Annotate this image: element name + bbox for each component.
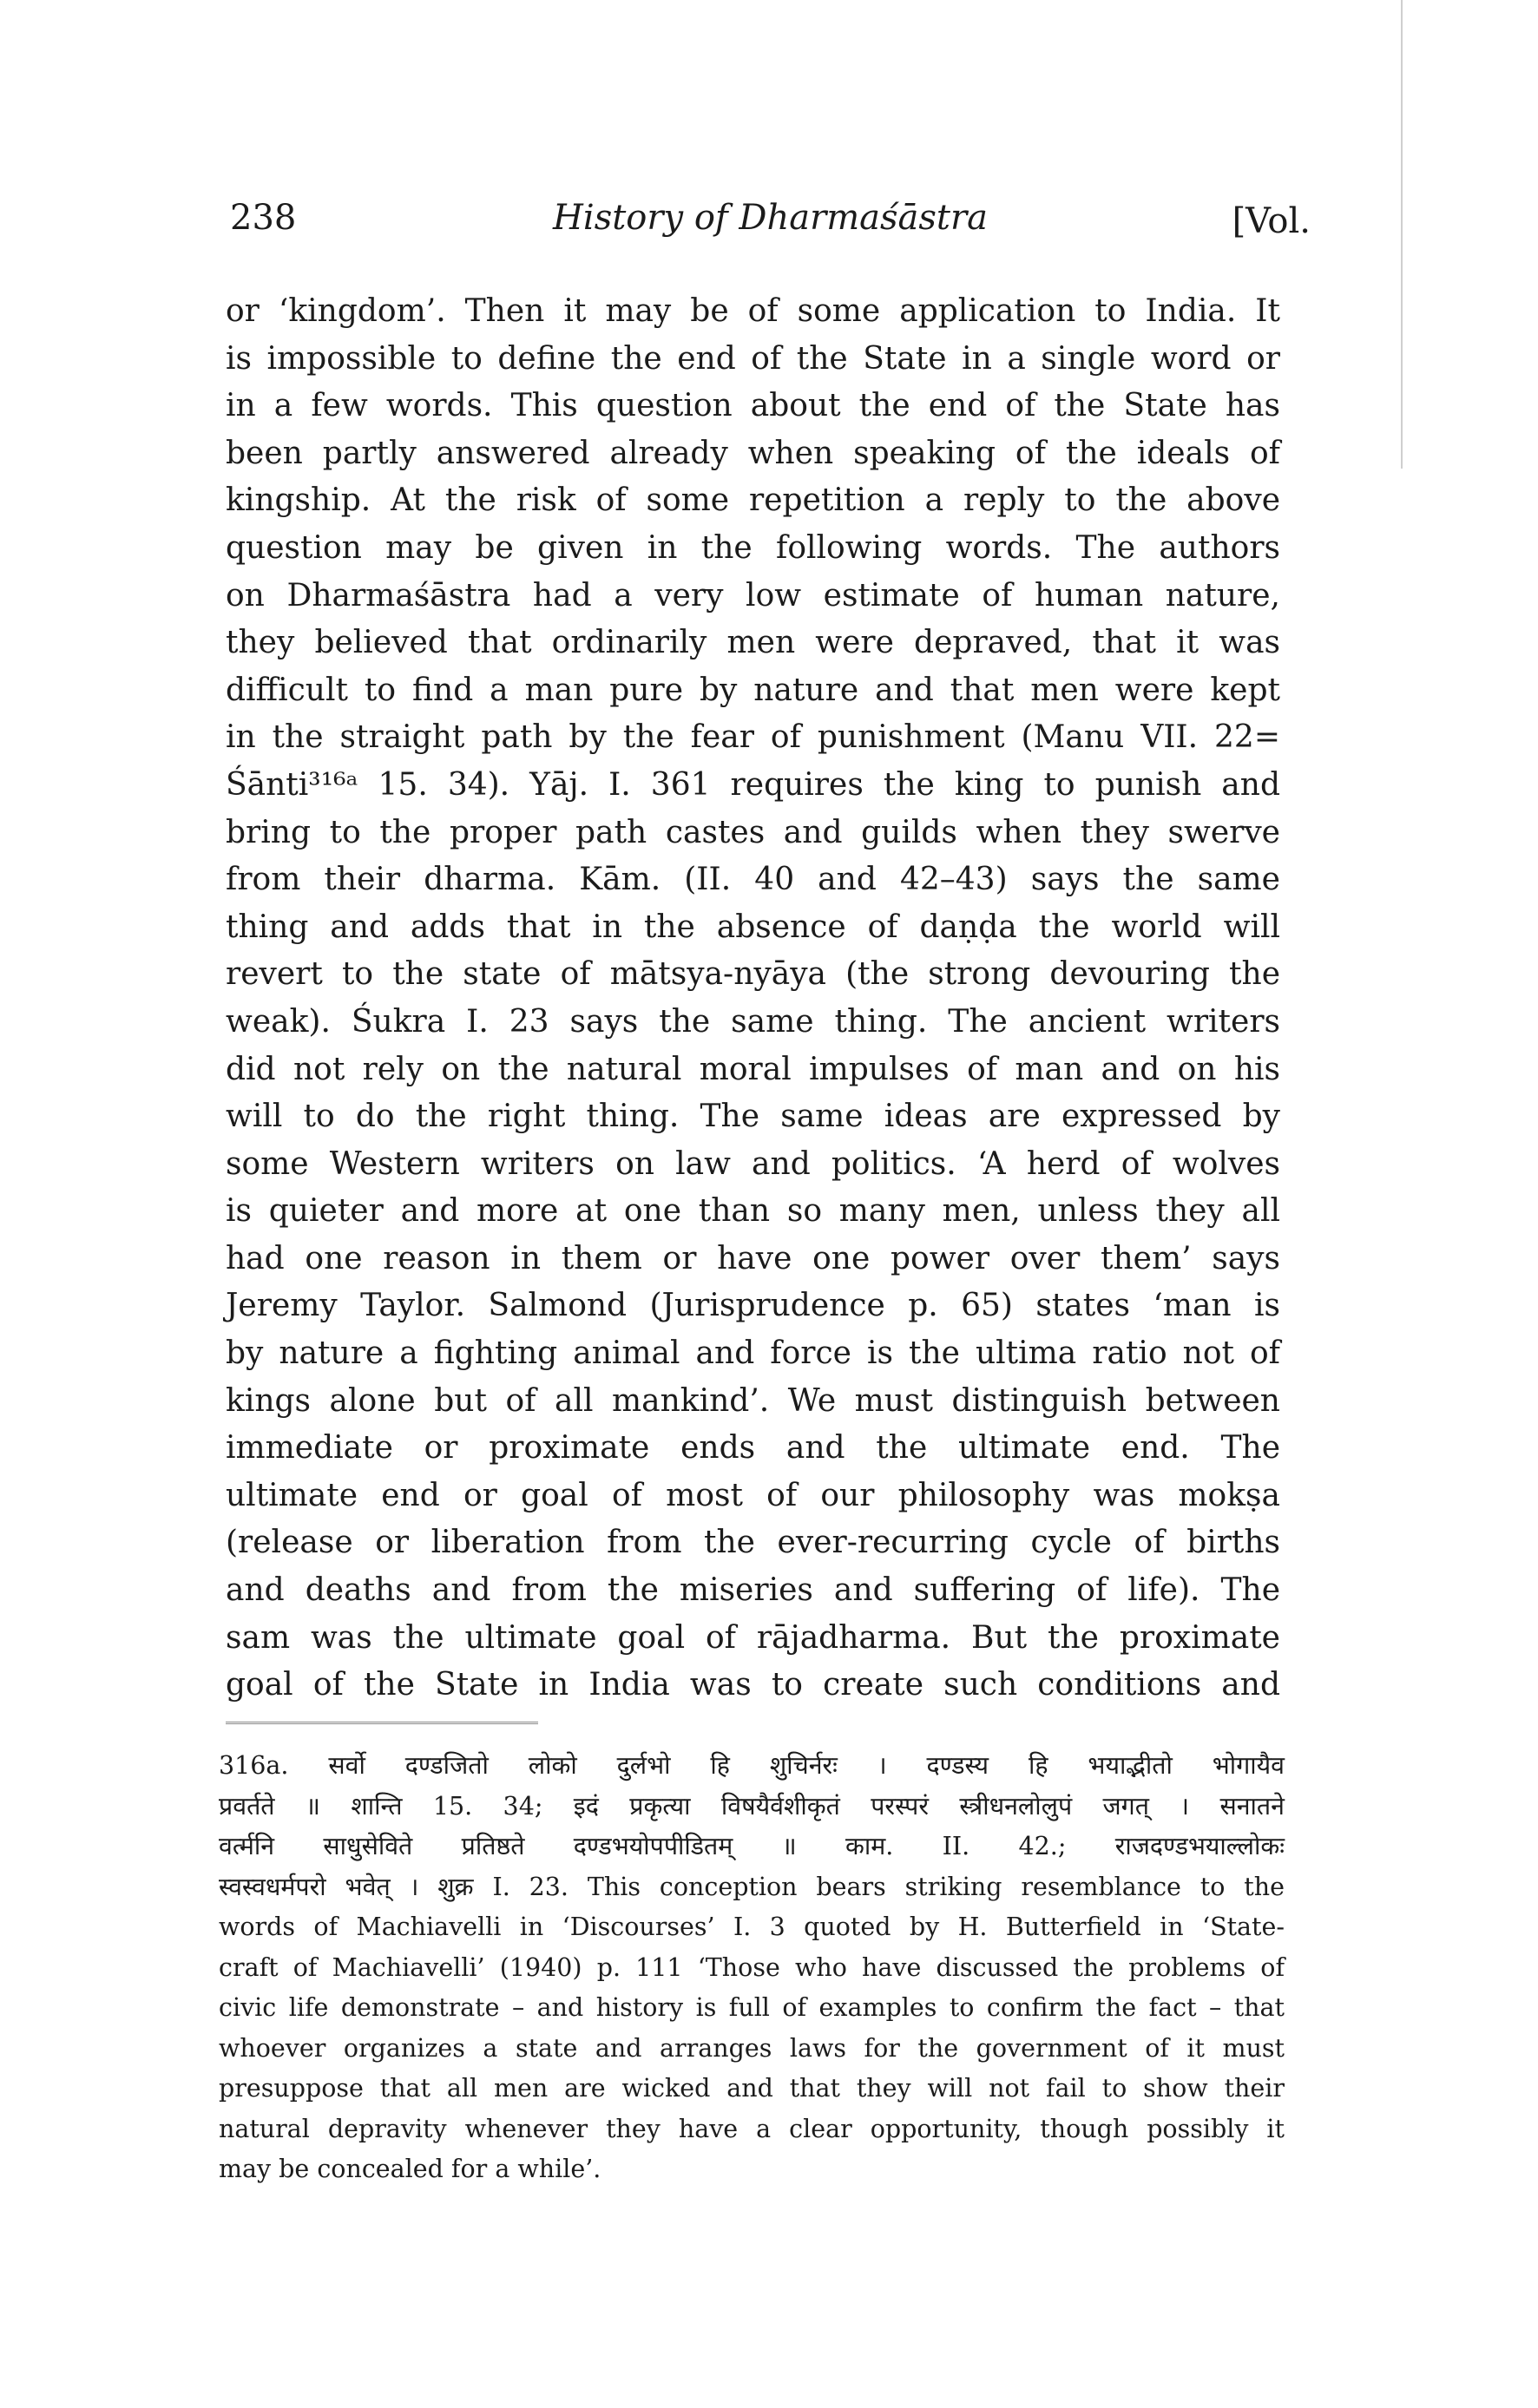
- footnote-line: वर्त्मनि साधुसेविते प्रतिष्ठते दण्डभयोपपीडितम् ॥ काम. II. 42.; राजदण्डभयाल्लोकः: [219, 1832, 1285, 1860]
- footnotes: [219, 1746, 1285, 2190]
- body-line: Śānti³¹⁶ᵃ 15. 34). Yāj. I. 361 requires the king to punish and: [226, 766, 1280, 803]
- body-line: they believed that ordinarily men were depraved, that it was: [226, 625, 1280, 661]
- volume-marker: [Vol.: [1232, 201, 1311, 241]
- body-line: will to do the right thing. The same ideas are expressed by: [226, 1099, 1280, 1135]
- body-line: question may be given in the following words. The authors: [226, 529, 1280, 566]
- footnote-separator: [226, 1722, 538, 1724]
- body-line: in the straight path by the fear of punishment (Manu VII. 22=: [226, 719, 1280, 756]
- footnote-line: स्वस्वधर्मपरो भवेत् । शुक्र I. 23. This conception bears striking resemblance to the: [219, 1872, 1285, 1901]
- body-line: (release or liberation from the ever-recurring cycle of births: [226, 1525, 1280, 1561]
- footnote-line: may be concealed for a while’.: [219, 2155, 601, 2183]
- running-title: History of Dharmaśāstra: [553, 198, 988, 238]
- body-line: by nature a fighting animal and force is the ultima ratio not of: [226, 1335, 1280, 1372]
- page-number: 238: [230, 198, 297, 238]
- body-line: immediate or proximate ends and the ultimate end. The: [226, 1430, 1280, 1466]
- body-line: goal of the State in India was to create such conditions and: [226, 1667, 1280, 1703]
- body-line: did not rely on the natural moral impulses of man and on his: [226, 1051, 1280, 1087]
- body-line: bring to the proper path castes and guilds when they swerve: [226, 814, 1280, 850]
- body-line: from their dharma. Kām. (II. 40 and 42–43) says the same: [226, 862, 1280, 898]
- body-line: revert to the state of mātsya-nyāya (the strong devouring the: [226, 956, 1280, 993]
- body-line: is quieter and more at one than so many men, unless they all: [226, 1193, 1280, 1230]
- footnote-line: presuppose that all men are wicked and that they will not fail to show their: [219, 2074, 1285, 2103]
- footnote-line: civic life demonstrate – and history is full of examples to confirm the fact – that: [219, 1993, 1285, 2022]
- body-text: [226, 288, 1280, 1709]
- footnote-line: whoever organizes a state and arranges laws for the government of it must: [219, 2033, 1285, 2063]
- footnote-line: 316a. सर्वो दण्डजितो लोको दुर्लभो हि शुचिर्नरः । दण्डस्य हि भयाद्भीतो भोगायैव: [219, 1751, 1285, 1780]
- body-line: in a few words. This question about the end of the State has: [226, 388, 1280, 424]
- body-line: sam was the ultimate goal of rājadharma. But the proximate: [226, 1619, 1280, 1656]
- body-line: some Western writers on law and politics. ‘A herd of wolves: [226, 1145, 1280, 1182]
- body-line: and deaths and from the miseries and suffering of life). The: [226, 1572, 1280, 1609]
- body-line: been partly answered already when speaking of the ideals of: [226, 435, 1280, 471]
- body-line: is impossible to define the end of the State in a single word or: [226, 340, 1280, 377]
- body-line: had one reason in them or have one power over them’ says: [226, 1240, 1280, 1276]
- body-line: difficult to find a man pure by nature and that men were kept: [226, 672, 1280, 708]
- footnote-line: प्रवर्तते ॥ शान्ति 15. 34; इदं प्रकृत्या विषयैर्वशीकृतं परस्परं स्त्रीधनलोलुपं जगत् । सनातने: [219, 1791, 1285, 1821]
- body-line: kings alone but of all mankind’. We must distinguish between: [226, 1382, 1280, 1419]
- footnote-line: words of Machiavelli in ‘Discourses’ I. 3 quoted by H. Butterfield in ‘State-: [219, 1913, 1285, 1941]
- body-line: Jeremy Taylor. Salmond (Jurisprudence p. 65) states ‘man is: [226, 1288, 1280, 1324]
- body-line: thing and adds that in the absence of daṇḍa the world will: [226, 909, 1280, 945]
- page-header: [230, 198, 1311, 259]
- footnote-line: craft of Machiavelli’ (1940) p. 111 ‘Those who have discussed the problems of: [219, 1952, 1285, 1982]
- body-line: or ‘kingdom’. Then it may be of some application to India. It: [226, 293, 1280, 329]
- footnote-line: natural depravity whenever they have a clear opportunity, though possibly it: [219, 2114, 1285, 2143]
- body-line: weak). Śukra I. 23 says the same thing. The ancient writers: [226, 1003, 1280, 1040]
- body-line: kingship. At the risk of some repetition a reply to the above: [226, 482, 1280, 519]
- scan-edge-line: [1401, 0, 1403, 469]
- body-line: on Dharmaśāstra had a very low estimate of human nature,: [226, 577, 1280, 613]
- body-line: ultimate end or goal of most of our philosophy was mokṣa: [226, 1477, 1280, 1513]
